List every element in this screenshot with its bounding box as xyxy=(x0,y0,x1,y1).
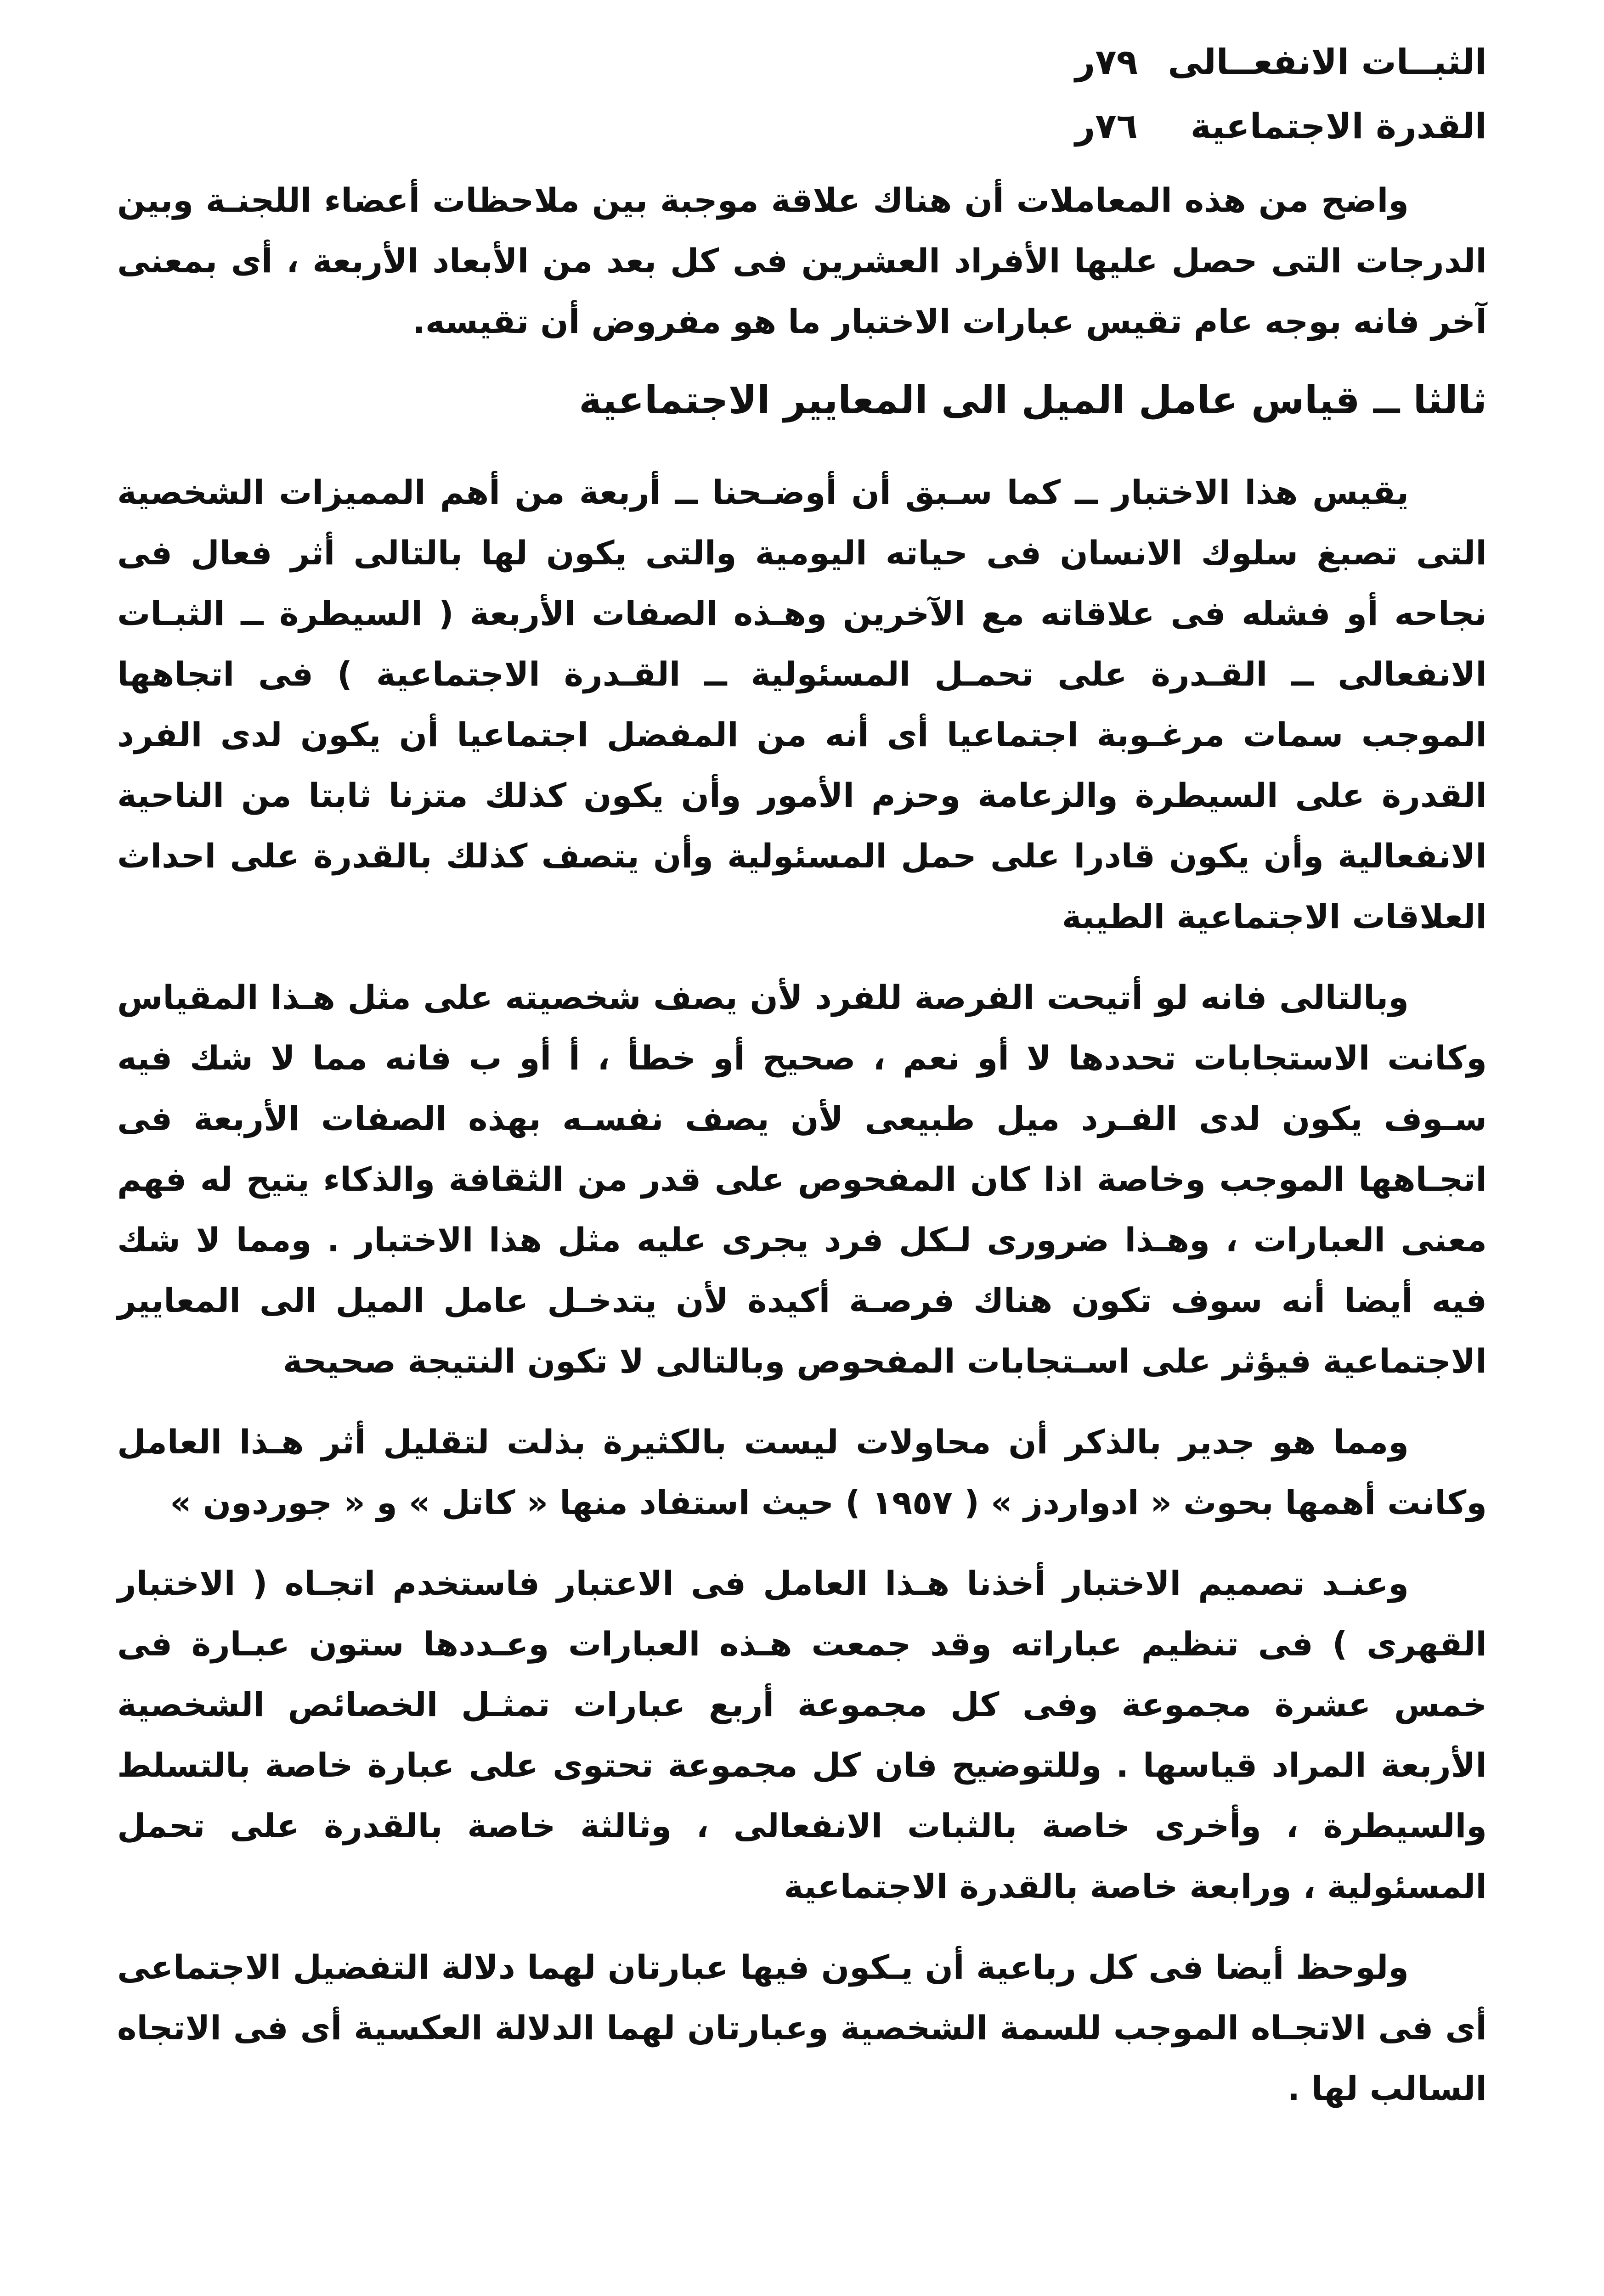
correlation-value: ٧٩ر xyxy=(1075,41,1138,82)
paragraph-test-design: وعنـد تصميم الاختبار أخذنا هـذا العامل فى الاعتبار فاستخدم اتجـاه ( الاختبار القهرى ) فى تنظيم عباراته وقد جمعت هـذه العبارات وعـددها ستون عبـارة فى خمس عشرة مجموعة وفى كل مجموعة أربع عبارات تمثـل الخصائص الشخصية الأربعة المراد قياسها . وللتوضيح فان كل مجموعة تحتوى على عبارة خاصة بالتسلط والسيطرة ، وأخرى خاصة بالثبات الانفعالى ، وثالثة خاصة بالقدرة على تحمل المسئولية ، ورابعة خاصة بالقدرة الاجتماعية xyxy=(117,1564,1487,1906)
correlation-row-social-ability xyxy=(117,106,1487,170)
paragraph-gap xyxy=(117,947,1487,967)
section-heading: ثالثا ــ قياس عامل الميل الى المعايير الاجتماعية xyxy=(579,377,1487,422)
paragraph-gap xyxy=(117,1917,1487,1937)
correlation-label: الثبــات الانفعــالى xyxy=(1168,41,1487,82)
paragraph-social-desirability: وبالتالى فانه لو أتيحت الفرصة للفرد لأن يصف شخصيته على مثل هـذا المقياس وكانت الاستجابات تحددها لا أو نعم ، صحيح أو خطأ ، أ أو ب فانه مما لا شك فيه سـوف يكون لدى الفـرد ميل طبيعى لأن يصف نفسـه بهذه الصفات الأربعة فى اتجـاهها الموجب وخاصة اذا كان المفحوص على قدر من الثقافة والذكاء يتيح له فهم معنى العبارات ، وهـذا ضرورى لـكل فرد يجرى عليه مثل هذا الاختبار . ومما لا شك فيه أيضا أنه سوف تكون هناك فرصـة أكيدة لأن يتدخـل عامل الميل الى المعايير الاجتماعية فيؤثر على اسـتجابات المفحوص وبالتالى لا تكون النتيجة صحيحة xyxy=(117,978,1487,1380)
correlation-row-emotional-stability xyxy=(117,41,1487,106)
paragraph-validity-conclusion: واضح من هذه المعاملات أن هناك علاقة موجبة بين ملاحظات أعضاء اللجنـة وبين الدرجات التى حصل عليها الأفراد العشرين فى كل بعد من الأبعاد الأربعة ، أى بمعنى آخر فانه بوجه عام تقيس عبارات الاختبار ما هو مفروض أن تقيسه. xyxy=(117,181,1487,341)
correlation-label: القدرة الاجتماعية xyxy=(1190,106,1487,146)
paragraph-prior-research: ومما هو جدير بالذكر أن محاولات ليست بالكثيرة بذلت لتقليل أثر هـذا العامل وكانت أهمها بحوث « ادواردز » ( ١٩٥٧ ) حيث استفاد منها « كاتل » و « جوردون » xyxy=(117,1423,1487,1522)
correlation-value: ٧٦ر xyxy=(1075,106,1138,146)
paragraph-gap xyxy=(117,1533,1487,1553)
paragraph-gap xyxy=(117,1391,1487,1412)
paragraph-item-balance: ولوحظ أيضا فى كل رباعية أن يـكون فيها عبارتان لهما دلالة التفضيل الاجتماعى أى فى الاتجـاه الموجب للسمة الشخصية وعبارتان لهما الدلالة العكسية أى فى الاتجاه السالب لها . xyxy=(117,1948,1487,2108)
paragraph-test-description: يقيس هذا الاختبار ــ كما سـبق أن أوضـحنا ــ أربعة من أهم المميزات الشخصية التى تصبغ سلوك الانسان فى حياته اليومية والتى يكون لها بالتالى أثر فعال فى نجاحه أو فشله فى علاقاته مع الآخرين وهـذه الصفات الأربعة ( السيطرة ــ الثبـات الانفعالى ــ القـدرة على تحمـل المسئولية ــ القـدرة الاجتماعية ) فى اتجاهها الموجب سمات مرغـوبة اجتماعيا أى أنه من المفضل اجتماعيا أن يكون لدى الفرد القدرة على السيطرة والزعامة وحزم الأمور وأن يكون كذلك متزنا ثابتا من الناحية الانفعالية وأن يكون قادرا على حمل المسئولية وأن يتصف كذلك بالقدرة على احداث العلاقات الاجتماعية الطيبة xyxy=(117,473,1487,936)
correlation-table xyxy=(117,41,1487,170)
